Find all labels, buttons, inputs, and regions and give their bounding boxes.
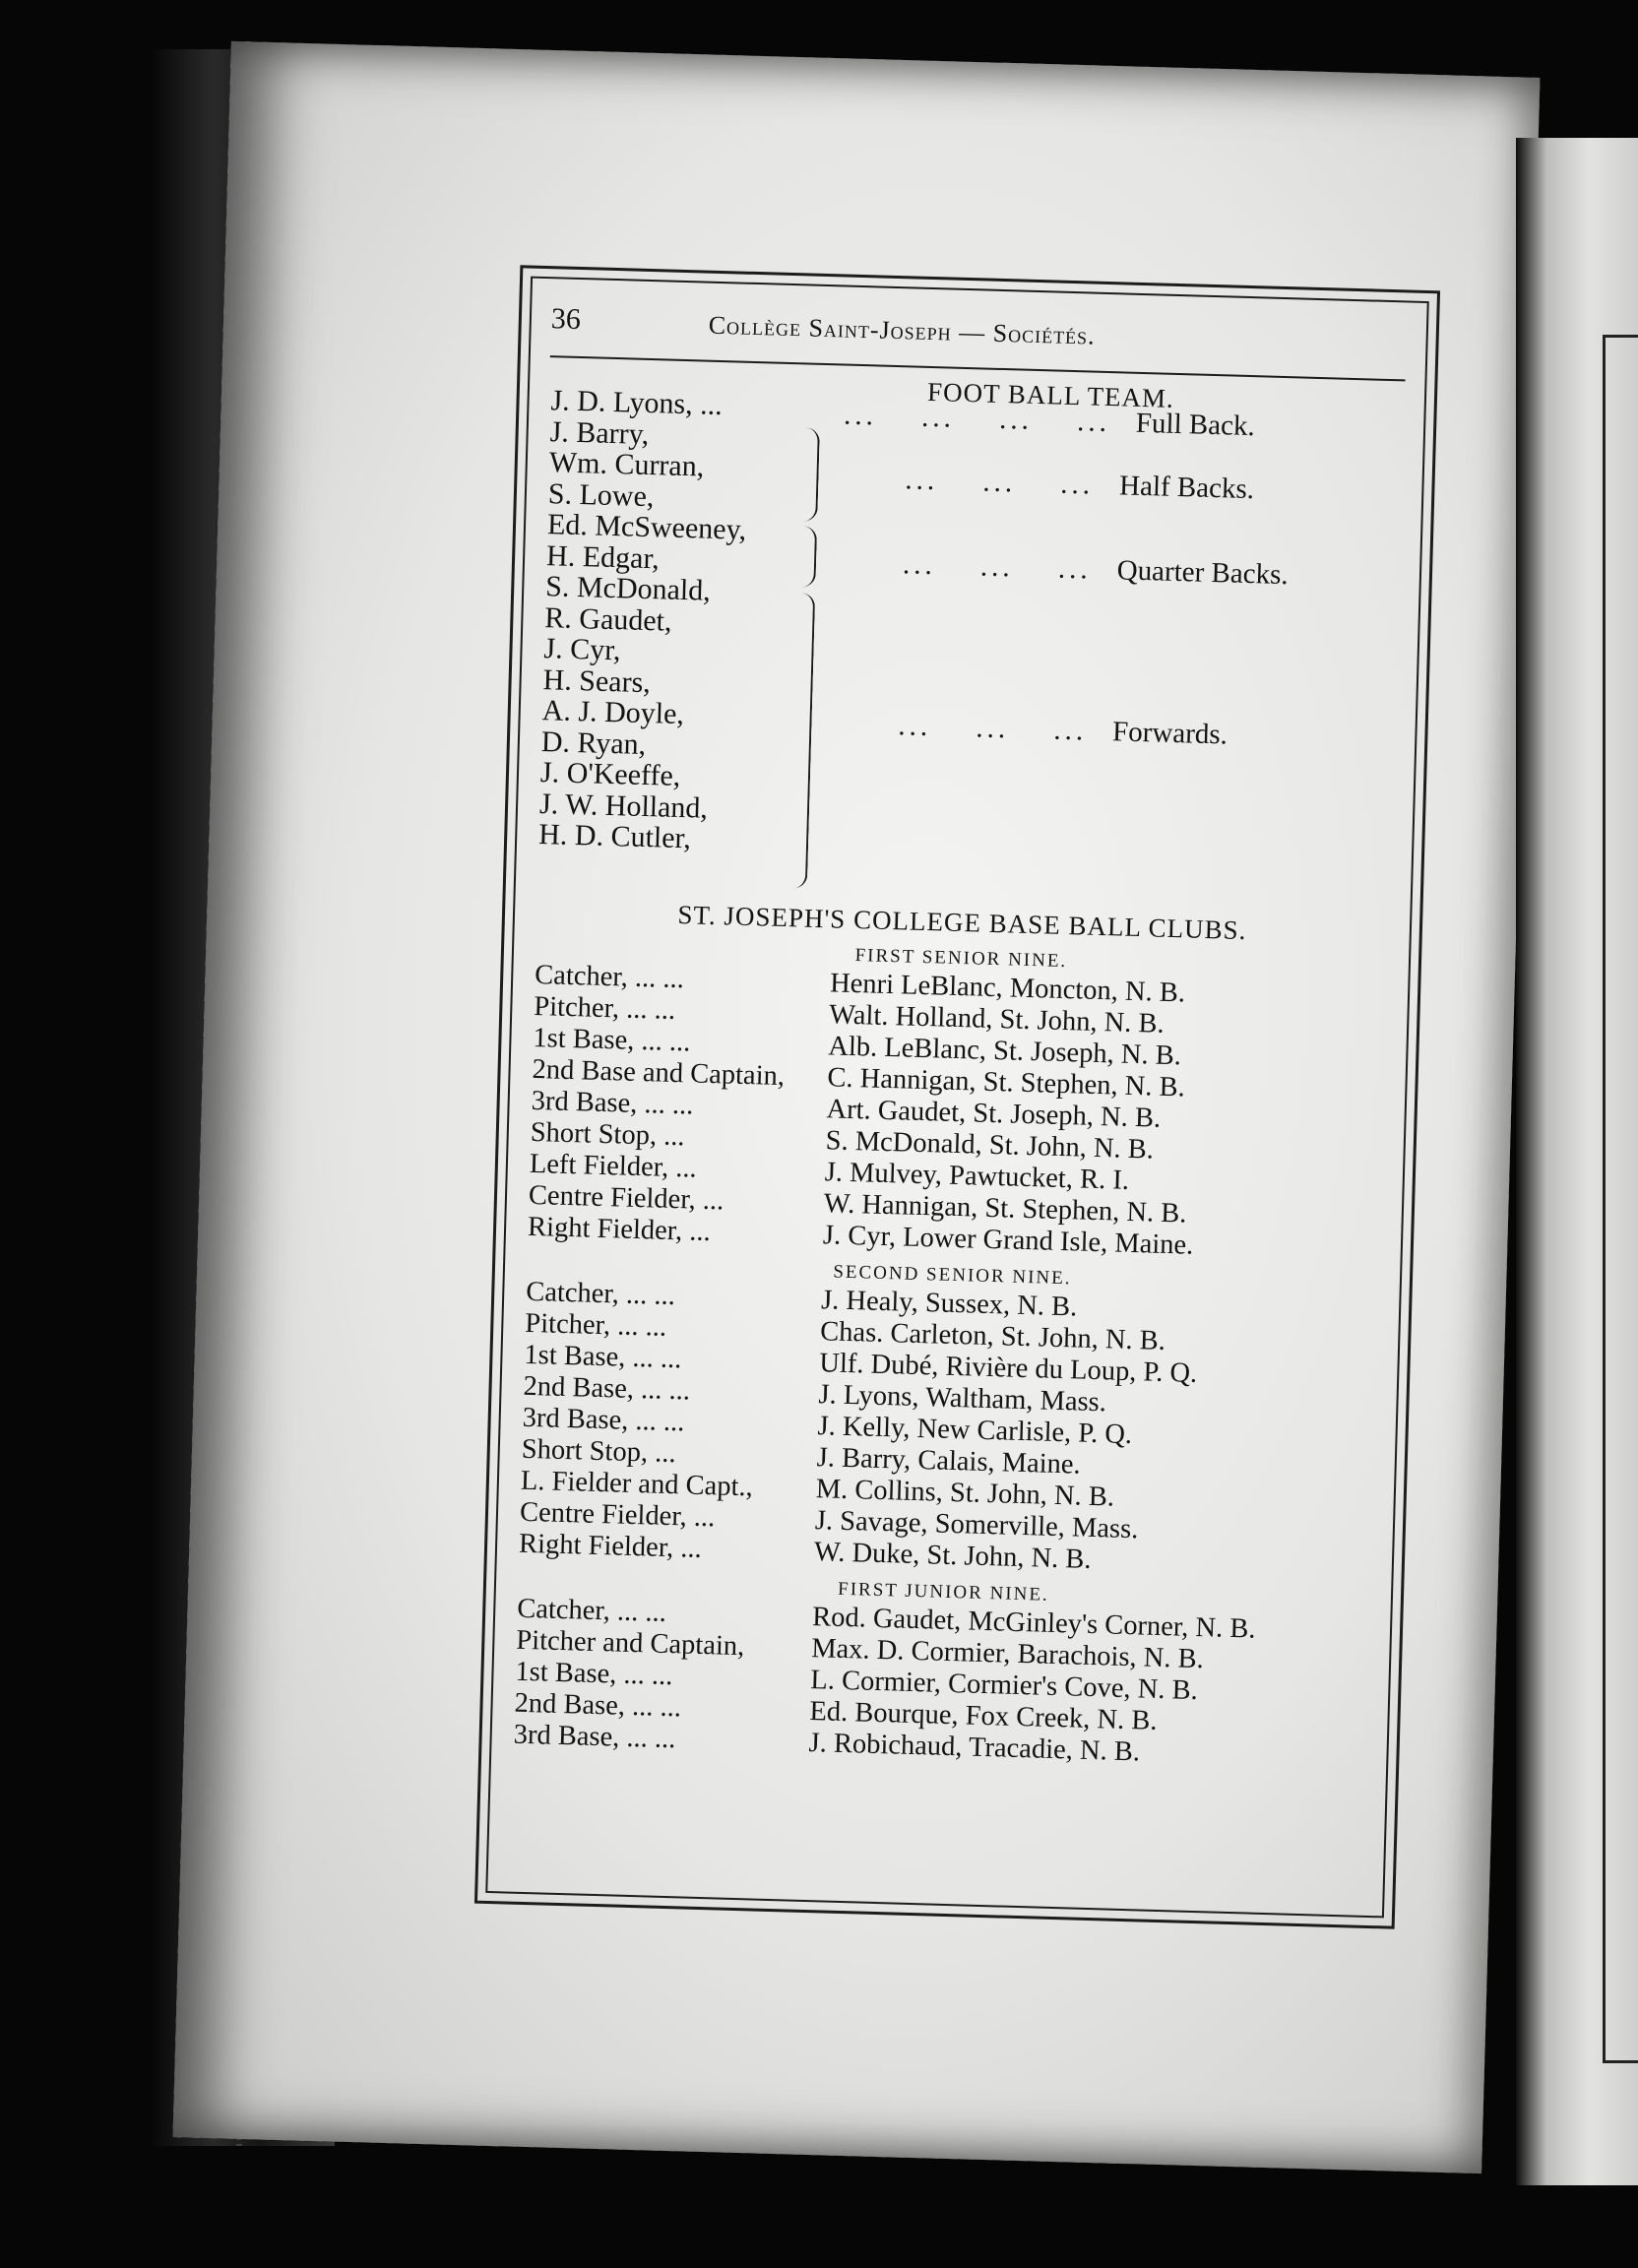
football-player: H. Edgar, <box>545 538 661 575</box>
roster-player: Walt. Holland, St. John, N. B. <box>828 999 1166 1040</box>
leader-dots: ... ... ... <box>905 464 1095 501</box>
football-player: A. J. Doyle, <box>541 694 685 731</box>
roster-position: Catcher, ... ... <box>516 1593 667 1628</box>
roster-player: J. Robichaud, Tracadie, N. B. <box>808 1728 1141 1768</box>
leader-dots: ... ... ... ... <box>843 399 1111 439</box>
position-label: Quarter Backs. <box>1116 554 1290 592</box>
roster-position: 3rd Base, ... ... <box>513 1719 676 1755</box>
nine-title-first-senior: FIRST SENIOR NINE. <box>854 945 1068 973</box>
football-player: R. Gaudet, <box>543 600 672 638</box>
roster-player: J. Barry, Calais, Maine. <box>816 1442 1082 1480</box>
roster-position: Catcher, ... ... <box>525 1276 676 1312</box>
roster-second-senior <box>519 1277 1378 1584</box>
roster-player: M. Collins, St. John, N. B. <box>815 1474 1115 1513</box>
roster-player: Chas. Carleton, St. John, N. B. <box>819 1316 1166 1356</box>
leader-dots: ... ... ... <box>902 548 1093 586</box>
football-player: H. Sears, <box>542 662 652 699</box>
position-half-backs <box>905 464 1254 506</box>
brace-half-backs <box>801 427 820 521</box>
position-forwards <box>898 710 1228 751</box>
roster-player: Art. Gaudet, St. Joseph, N. B. <box>826 1094 1162 1134</box>
roster-player: S. McDonald, St. John, N. B. <box>825 1125 1155 1166</box>
football-player: Ed. McSweeney, <box>546 508 747 546</box>
roster-player: W. Duke, St. John, N. B. <box>813 1537 1092 1575</box>
roster-position: Centre Fielder, ... <box>528 1179 724 1217</box>
roster-position: Pitcher, ... ... <box>524 1307 667 1343</box>
printed-page-frame <box>474 265 1440 1928</box>
facing-page-edge <box>1516 138 1638 2185</box>
roster-position: 1st Base, ... ... <box>524 1339 682 1375</box>
roster-position: Pitcher, ... ... <box>533 990 676 1026</box>
leader-dots: ... ... ... <box>898 710 1088 747</box>
roster-position: 1st Base, ... ... <box>533 1022 691 1058</box>
football-player: D. Ryan, <box>540 724 647 761</box>
roster-first-junior <box>513 1594 1368 1775</box>
football-player: J. O'Keeffe, <box>539 756 681 793</box>
roster-position: 3rd Base, ... ... <box>522 1402 685 1438</box>
nine-title-first-junior: FIRST JUNIOR NINE. <box>837 1578 1050 1606</box>
roster-player: L. Cormier, Cormier's Cove, N. B. <box>809 1665 1199 1707</box>
roster-player: Max. D. Cormier, Barachois, N. B. <box>810 1633 1205 1675</box>
roster-position: Right Fielder, ... <box>527 1211 712 1248</box>
facing-page-frame-rule <box>1603 335 1638 2063</box>
roster-position: Short Stop, ... <box>521 1433 676 1470</box>
roster-position: 2nd Base, ... ... <box>523 1370 691 1407</box>
roster-player: Ulf. Dubé, Rivière du Loup, P. Q. <box>818 1348 1198 1389</box>
printed-page-inner-frame <box>485 277 1429 1919</box>
football-player: J. D. Lyons, ... <box>550 384 724 422</box>
roster-position: L. Fielder and Capt., <box>520 1465 754 1503</box>
roster-player: J. Lyons, Waltham, Mass. <box>818 1379 1107 1418</box>
page-content <box>513 365 1403 1775</box>
football-player: J. Barry, <box>549 414 650 451</box>
football-player: S. McDonald, <box>544 570 712 607</box>
football-team-title: FOOT BALL TEAM. <box>926 376 1175 413</box>
roster-player: J. Healy, Sussex, N. B. <box>820 1285 1078 1323</box>
roster-player: Alb. LeBlanc, St. Joseph, N. B. <box>827 1031 1182 1072</box>
roster-position: Short Stop, ... <box>530 1116 685 1153</box>
football-player: J. Cyr, <box>543 632 621 667</box>
roster-position: Right Fielder, ... <box>518 1528 703 1564</box>
position-label: Full Back. <box>1135 407 1256 443</box>
roster-position: Centre Fielder, ... <box>519 1496 716 1534</box>
football-player: H. D. Cutler, <box>537 818 692 855</box>
roster-player: J. Cyr, Lower Grand Isle, Maine. <box>822 1220 1194 1261</box>
roster-player: J. Kelly, New Carlisle, P. Q. <box>817 1411 1133 1451</box>
roster-position: 2nd Base and Captain, <box>532 1053 786 1093</box>
position-label: Half Backs. <box>1118 470 1255 506</box>
roster-player: J. Mulvey, Pawtucket, R. I. <box>824 1157 1130 1196</box>
roster-position: 3rd Base, ... ... <box>531 1085 694 1121</box>
football-player: Wm. Curran, <box>548 446 705 483</box>
nine-title-second-senior: SECOND SENIOR NINE. <box>833 1261 1072 1290</box>
roster-player: Ed. Bourque, Fox Creek, N. B. <box>809 1696 1158 1736</box>
roster-position: 2nd Base, ... ... <box>514 1687 682 1724</box>
page-number: 36 <box>550 302 582 337</box>
baseball-clubs-title: ST. JOSEPH'S COLLEGE BASE BALL CLUBS. <box>677 900 1247 946</box>
roster-position: Pitcher and Captain, <box>515 1624 745 1663</box>
brace-forwards <box>791 593 815 888</box>
roster-position: 1st Base, ... ... <box>515 1656 673 1692</box>
roster-player: W. Hannigan, St. Stephen, N. B. <box>823 1188 1187 1229</box>
brace-quarter-backs <box>799 526 817 587</box>
roster-position: Catcher, ... ... <box>534 959 685 995</box>
roster-player: Henri LeBlanc, Moncton, N. B. <box>829 968 1186 1009</box>
roster-player: Rod. Gaudet, McGinley's Corner, N. B. <box>811 1602 1256 1645</box>
football-player-list <box>538 385 750 855</box>
position-quarter-backs <box>903 548 1289 592</box>
football-player: S. Lowe, <box>547 476 655 513</box>
roster-player: J. Savage, Somerville, Mass. <box>814 1505 1139 1545</box>
roster-first-senior <box>528 960 1387 1267</box>
roster-player: C. Hannigan, St. Stephen, N. B. <box>827 1062 1186 1103</box>
football-player: J. W. Holland, <box>538 787 709 825</box>
roster-position: Left Fielder, ... <box>529 1148 698 1184</box>
position-label: Forwards. <box>1111 716 1228 751</box>
running-head: Collège Saint-Joseph — Sociétés. <box>708 310 1097 350</box>
